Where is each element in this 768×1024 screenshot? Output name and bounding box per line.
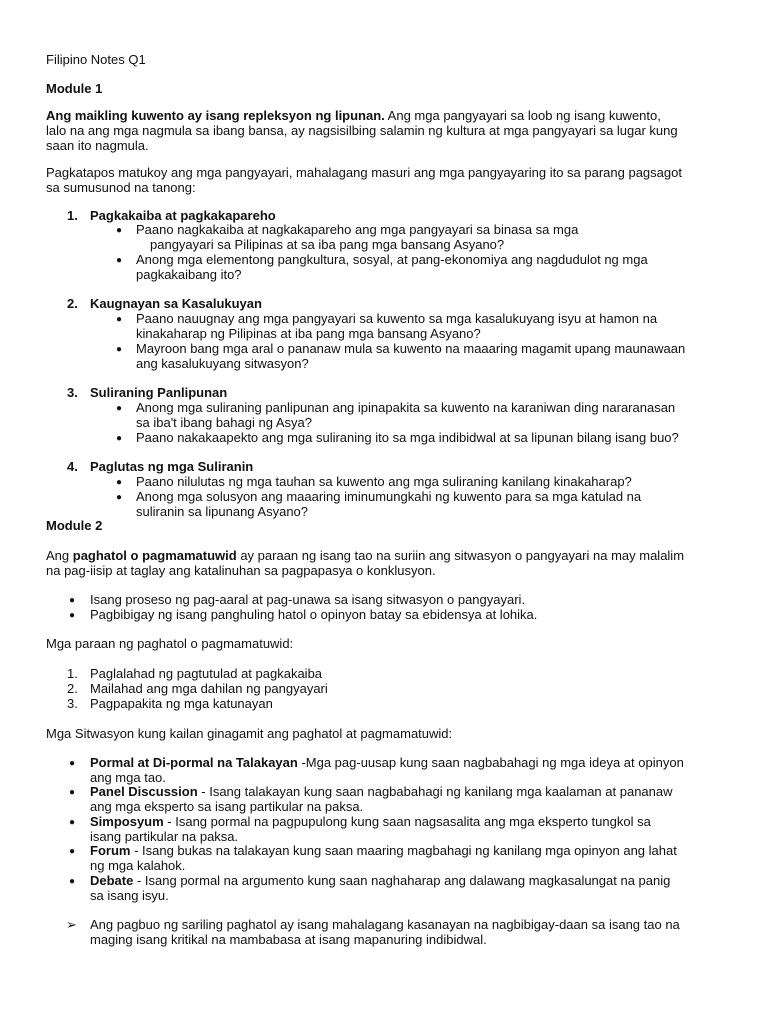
section-bullet-text: Anong mga solusyon ang maaaring iminumungkahi ng kuwento para sa mga katulad na xyxy=(136,489,642,504)
section-number: 3. xyxy=(67,385,78,400)
bullet-icon: ● xyxy=(116,433,123,444)
situations-heading: Mga Sitwasyon kung kailan ginagamit ang paghatol at pagmamatuwid: xyxy=(46,726,453,741)
module1-intro-rest: Ang mga pangyayari sa loob ng isang kuwento, xyxy=(384,108,661,123)
section-title: Kaugnayan sa Kasalukuyan xyxy=(90,296,262,311)
bullet-icon: ● xyxy=(116,477,123,488)
module1-intro-line1 xyxy=(46,108,726,123)
section-title: Suliraning Panlipunan xyxy=(90,385,228,400)
doc-title: Filipino Notes Q1 xyxy=(46,52,146,67)
section-bullet-text: Anong mga elementong pangkultura, sosyal, at pang-ekonomiya ang nagdudulot ng mga xyxy=(136,252,648,267)
conclusion-line1: Ang pagbuo ng sariling paghatol ay isang mahalagang kasanayan na nagbibigay-daan sa isang tao na xyxy=(90,917,680,932)
module2-bullet-text: Pagbibigay ng isang panghuling hatol o opinyon batay sa ebidensya at lohika. xyxy=(90,607,538,622)
situation-line2: sa isang isyu. xyxy=(90,888,169,903)
section-bullet-text-cont: pangyayari sa Pilipinas at sa iba pang mga bansang Asyano? xyxy=(150,237,505,252)
bullet-icon: ● xyxy=(116,314,123,325)
method-number: 2. xyxy=(67,681,78,696)
section-title: Paglutas ng mga Suliranin xyxy=(90,459,254,474)
section-bullet-text: Paano nagkakaiba at nagkakapareho ang mga pangyayari sa binasa sa mga xyxy=(136,222,579,237)
section-bullet-text: Mayroon bang mga aral o pananaw mula sa kuwento na maaaring magamit upang maunawaan xyxy=(136,341,686,356)
situation-line1 xyxy=(90,814,651,829)
module2-intro-line1 xyxy=(46,548,726,563)
situation-term: Forum xyxy=(90,843,131,858)
situation-line1 xyxy=(90,843,677,858)
module1-intro-line2: lalo na ang mga nagmula sa ibang bansa, ay nagsisilbing salamin ng kultura at mga pangyayari sa lugar kung xyxy=(46,123,678,138)
module2-heading: Module 2 xyxy=(46,518,103,533)
section-bullet-text: Paano nakakaapekto ang mga suliraning ito sa mga indibidwal at sa lipunan bilang isang buo? xyxy=(136,430,679,445)
section-bullet-text-cont: sa iba't ibang bahagi ng Asya? xyxy=(136,415,312,430)
situation-line2: ang mga tao. xyxy=(90,770,166,785)
situation-line1 xyxy=(90,873,670,888)
module2-intro-line2: na pag-iisip at taglay ang katalinuhan sa pagpapasya o konklusyon. xyxy=(46,563,436,578)
module1-para2-line2: sa sumusunod na tanong: xyxy=(46,180,196,195)
section-bullet-text: Paano nilulutas ng mga tauhan sa kuwento ang mga suliraning kanilang kinakaharap? xyxy=(136,474,632,489)
situation-term: Simposyum xyxy=(90,814,164,829)
bullet-icon: ● xyxy=(116,492,123,503)
module2-intro-rest: ay paraan ng isang tao na suriin ang sitwasyon o pangyayari na may malalim xyxy=(236,548,685,563)
module1-intro-bold: Ang maikling kuwento ay isang repleksyon ng lipunan. xyxy=(46,108,385,123)
section-number: 2. xyxy=(67,296,78,311)
situation-definition: - Isang talakayan kung saan nagbabahagi ng kanilang mga kaalaman at pananaw xyxy=(197,784,673,799)
section-bullet-text-cont: pagkakaibang ito? xyxy=(136,267,242,282)
bullet-icon: ● xyxy=(116,344,123,355)
bullet-icon: ● xyxy=(69,846,76,857)
bullet-icon: ● xyxy=(116,225,123,236)
method-number: 1. xyxy=(67,666,78,681)
methods-heading: Mga paraan ng paghatol o pagmamatuwid: xyxy=(46,636,294,651)
module1-intro-line3: saan ito nagmula. xyxy=(46,138,149,153)
section-title: Pagkakaiba at pagkakapareho xyxy=(90,208,276,223)
situation-term: Pormal at Di-pormal na Talakayan xyxy=(90,755,298,770)
situation-line2: ng mga kalahok. xyxy=(90,858,186,873)
section-bullet-text-cont: ang kasalukuyang sitwasyon? xyxy=(136,356,309,371)
bullet-icon: ● xyxy=(116,255,123,266)
section-number: 1. xyxy=(67,208,78,223)
method-number: 3. xyxy=(67,696,78,711)
section-bullet-text: Anong mga suliraning panlipunan ang ipinapakita sa kuwento na karaniwan ding nararanasan xyxy=(136,400,676,415)
bullet-icon: ● xyxy=(69,876,76,887)
situation-line1 xyxy=(90,784,673,799)
situation-definition: - Isang pormal na pagpupulong kung saan nagsasalita ang mga eksperto tungkol sa xyxy=(163,814,651,829)
module1-heading: Module 1 xyxy=(46,81,103,96)
section-bullet-text: Paano nauugnay ang mga pangyayari sa kuwento sa mga kasalukuyang isyu at hamon na xyxy=(136,311,658,326)
method-text: Paglalahad ng pagtutulad at pagkakaiba xyxy=(90,666,323,681)
bullet-icon: ● xyxy=(69,758,76,769)
bullet-icon: ● xyxy=(69,787,76,798)
bullet-icon: ● xyxy=(69,610,76,621)
module2-intro-bold: paghatol o pagmamatuwid xyxy=(72,548,237,563)
bullet-icon: ● xyxy=(69,595,76,606)
situation-term: Debate xyxy=(90,873,134,888)
arrow-bullet-icon: ➢ xyxy=(66,917,77,932)
situation-line2: ang mga eksperto sa isang partikular na paksa. xyxy=(90,799,364,814)
situation-definition: -Mga pag-uusap kung saan nagbabahagi ng mga ideya at opinyon xyxy=(297,755,684,770)
situation-term: Panel Discussion xyxy=(90,784,198,799)
module2-intro-pre: Ang xyxy=(46,548,73,563)
situation-definition: - Isang bukas na talakayan kung saan maaring magbahagi ng kanilang mga opinyon ang lahat xyxy=(130,843,677,858)
section-bullet-text-cont: suliranin sa lipunang Asyano? xyxy=(136,504,309,519)
bullet-icon: ● xyxy=(116,403,123,414)
conclusion-line2: maging isang kritikal na mambabasa at isang mapanuring indibidwal. xyxy=(90,932,487,947)
situation-line2: isang partikular na paksa. xyxy=(90,829,239,844)
situation-definition: - Isang pormal na argumento kung saan naghaharap ang dalawang magkasalungat na panig xyxy=(133,873,671,888)
situation-line1 xyxy=(90,755,684,770)
method-text: Pagpapakita ng mga katunayan xyxy=(90,696,273,711)
section-bullet-text-cont: kinakaharap ng Pilipinas at iba pang mga bansang Asyano? xyxy=(136,326,481,341)
module1-para2-line1: Pagkatapos matukoy ang mga pangyayari, mahalagang masuri ang mga pangyayaring ito sa parang pagsagot xyxy=(46,165,682,180)
module2-bullet-text: Isang proseso ng pag-aaral at pag-unawa sa isang sitwasyon o pangyayari. xyxy=(90,592,526,607)
section-number: 4. xyxy=(67,459,78,474)
bullet-icon: ● xyxy=(69,817,76,828)
method-text: Mailahad ang mga dahilan ng pangyayari xyxy=(90,681,328,696)
